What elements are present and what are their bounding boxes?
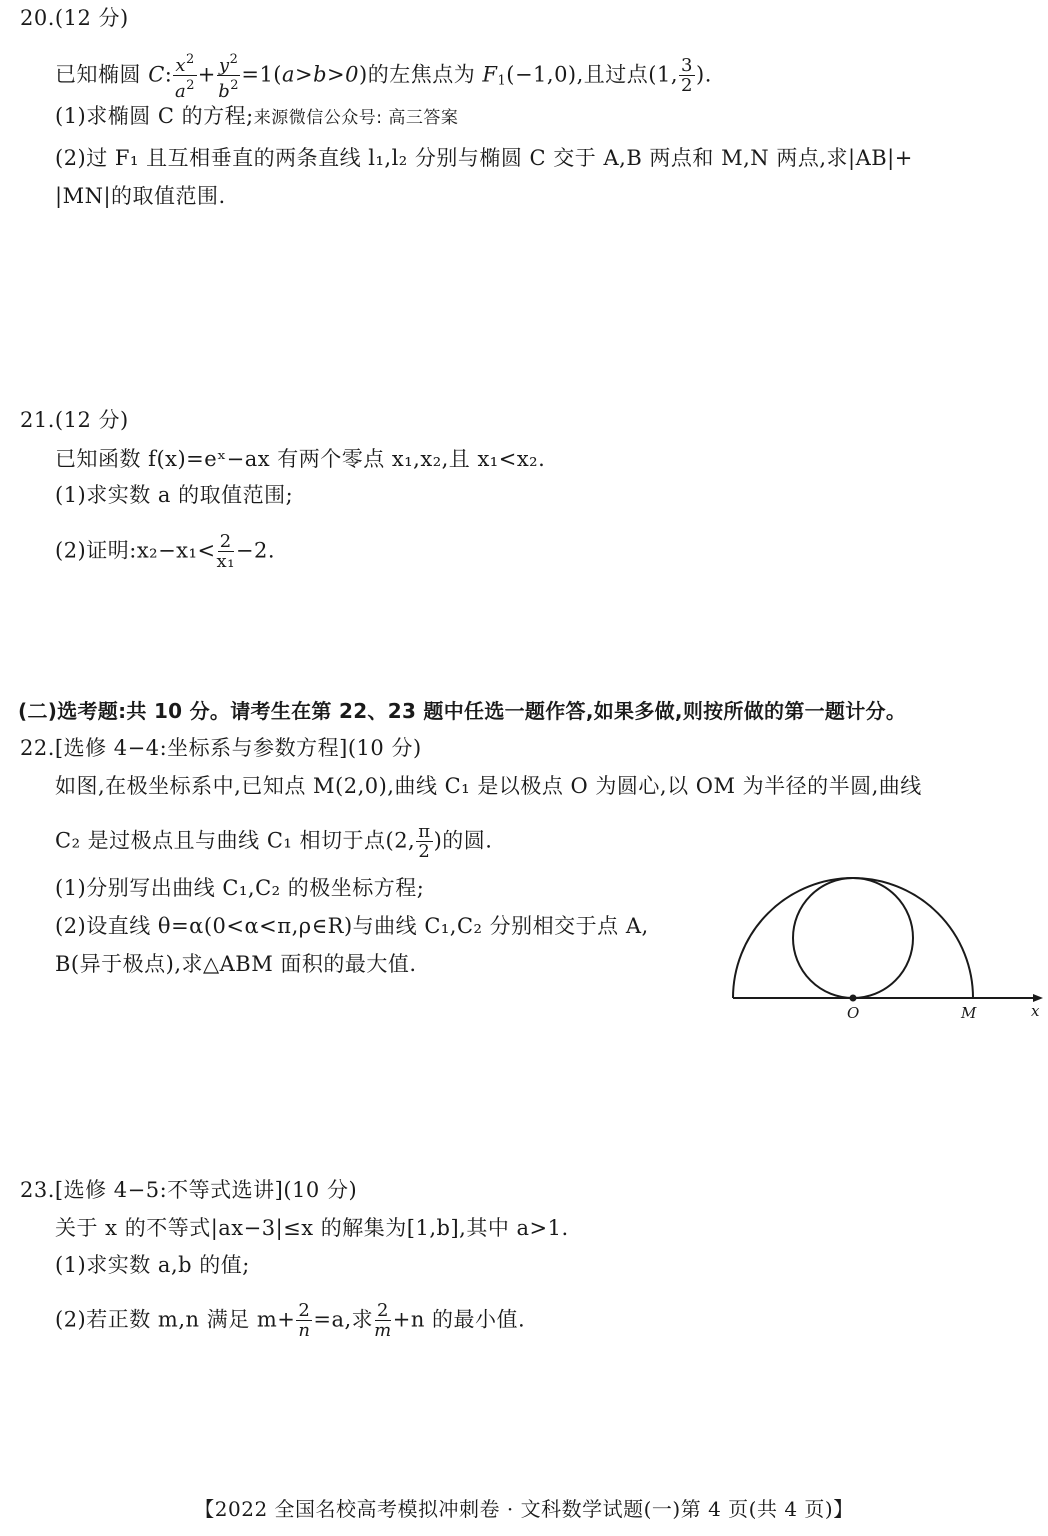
question-23-header — [20, 1176, 357, 1204]
question-20-part2-line2: |MN|的取值范围. — [55, 184, 226, 208]
stem-text: =1( — [241, 62, 282, 87]
question-23-part2 — [55, 1301, 525, 1341]
question-score: (12 分) — [54, 6, 129, 30]
part2-text: +n 的最小值. — [392, 1307, 526, 1332]
x-axis-arrow-icon — [1033, 994, 1043, 1002]
question-title: [选修 4−5:不等式选讲](10 分) — [54, 1178, 358, 1202]
stem-text: 已知椭圆 — [55, 62, 149, 87]
ellipse-symbol: C — [148, 62, 165, 87]
fraction-x2-a2: $\frac{x^2}{a^2}$ — [175, 52, 196, 102]
question-21-part1: (1)求实数 a 的取值范围; — [55, 483, 294, 507]
question-23-stem: 关于 x 的不等式|ax−3|≤x 的解集为[1,b],其中 a>1. — [55, 1216, 569, 1240]
watermark-text: 来源微信公众号: 高三答案 — [253, 108, 459, 128]
question-22-stem-line2 — [55, 822, 492, 862]
question-number: 20. — [20, 6, 55, 30]
question-21-part2 — [55, 532, 275, 572]
stem-text: (−1,0),且过点(1, — [506, 62, 679, 87]
condition: a>b>0 — [282, 62, 360, 87]
label-m: M — [961, 1004, 977, 1022]
part2-text: (2)若正数 m,n 满足 m+ — [55, 1307, 296, 1332]
part2-text: −2. — [235, 538, 276, 563]
question-number: 23. — [20, 1178, 55, 1202]
circle-c2 — [793, 878, 913, 998]
question-22-part2-line2: B(异于极点),求△ABM 面积的最大值. — [55, 952, 417, 976]
question-22-stem-line1: 如图,在极坐标系中,已知点 M(2,0),曲线 C₁ 是以极点 O 为圆心,以 OM 为半径的半圆,曲线 — [55, 774, 922, 798]
stem-text: C₂ 是过极点且与曲线 C₁ 相切于点(2, — [55, 828, 416, 853]
question-21-stem: 已知函数 f(x)=eˣ−ax 有两个零点 x₁,x₂,且 x₁<x₂. — [55, 447, 546, 471]
question-score: (12 分) — [54, 408, 129, 432]
question-number: 21. — [20, 408, 55, 432]
fraction-2-n: $\frac{2}{n}$ — [298, 1300, 311, 1341]
question-21-header — [20, 406, 129, 434]
semicircle-c1 — [733, 878, 973, 998]
question-title: [选修 4−4:坐标系与参数方程](10 分) — [54, 736, 422, 760]
question-23-part1: (1)求实数 a,b 的值; — [55, 1253, 250, 1277]
focus-subscript: 1 — [497, 73, 507, 89]
stem-text: )的左焦点为 — [359, 62, 483, 87]
question-number: 22. — [20, 736, 55, 760]
stem-text: )的圆. — [433, 828, 493, 853]
pole-point — [850, 995, 857, 1002]
question-20-header — [20, 4, 129, 32]
fraction-2-x1: $\frac{2}{\text{x₁}}$ — [216, 531, 235, 572]
fraction-2-m: $\frac{2}{m}$ — [374, 1300, 392, 1341]
fraction-y2-b2: $\frac{y^2}{b^2}$ — [218, 52, 240, 102]
question-20-part2-line1: (2)过 F₁ 且互相垂直的两条直线 l₁,l₂ 分别与椭圆 C 交于 A,B 两点和 M,N 两点,求|AB|+ — [55, 146, 913, 170]
fraction-pi-2: $\frac{\pi}{2}$ — [418, 821, 431, 862]
stem-text: ). — [696, 62, 712, 87]
fraction-3-2: $\frac{3}{2}$ — [681, 55, 693, 96]
stem-text: : — [164, 62, 173, 87]
polar-figure — [725, 868, 1048, 1028]
question-22-part2-line1: (2)设直线 θ=α(0<α<π,ρ∈R)与曲线 C₁,C₂ 分别相交于点 A, — [55, 914, 649, 938]
label-x: x — [1031, 1002, 1040, 1020]
section-header-elective: (二)选考题:共 10 分。请考生在第 22、23 题中任选一题作答,如果多做,则按所做的第一题计分。 — [18, 699, 907, 723]
question-20-part1 — [55, 102, 458, 132]
part1-text: (1)求椭圆 C 的方程; — [55, 104, 254, 128]
focus-symbol: F — [482, 62, 498, 87]
question-22-part1: (1)分别写出曲线 C₁,C₂ 的极坐标方程; — [55, 876, 425, 900]
label-o: O — [847, 1004, 860, 1022]
page-footer: 【2022 全国名校高考模拟冲刺卷 · 文科数学试题(一)第 4 页(共 4 页)】 — [194, 1497, 854, 1521]
question-22-header — [20, 734, 422, 762]
part2-text: (2)证明:x₂−x₁< — [55, 538, 216, 563]
part2-text: =a,求 — [313, 1307, 374, 1332]
question-20-stem: 已知椭圆 C: $\frac{x^2}{a^2}$ + $\frac{y^2}{b^2}$ =1(a>b>0)的左焦点为 $F_1(-1,0)$,且过点(1, $\frac{3}{2}$ ). — [55, 52, 712, 102]
